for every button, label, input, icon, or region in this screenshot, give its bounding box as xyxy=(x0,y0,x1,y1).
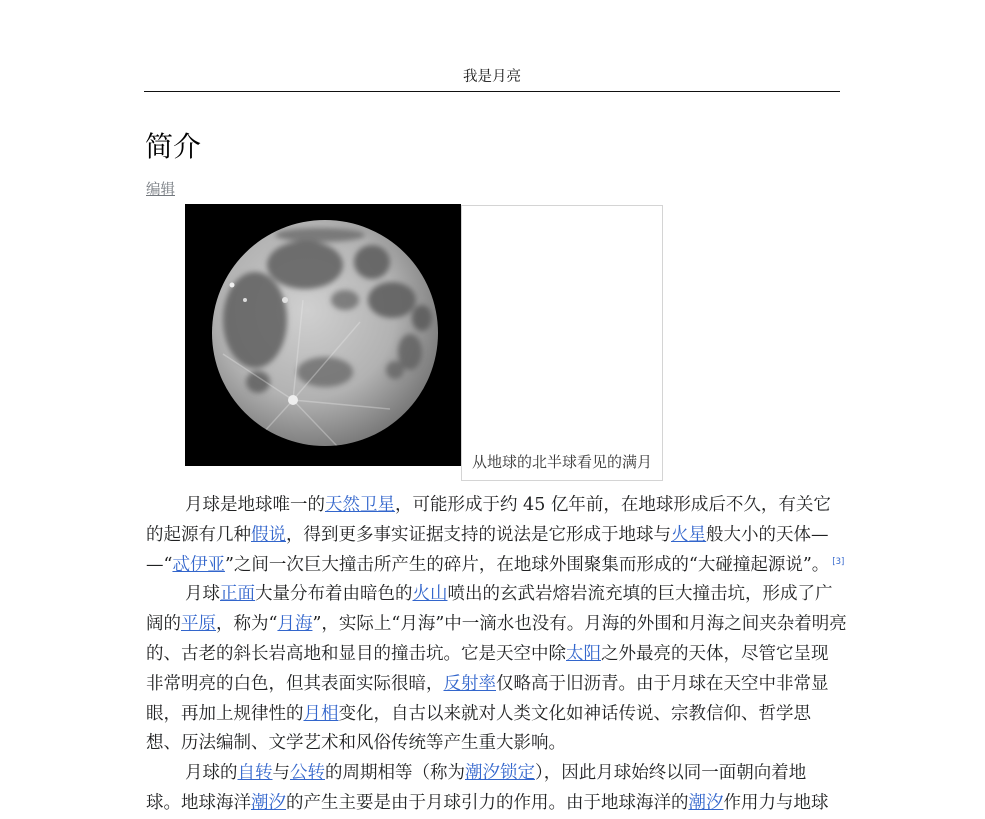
paragraph-text: —“ xyxy=(146,554,173,575)
link-lunar-mare[interactable]: 月海 xyxy=(277,614,313,635)
citation-3[interactable]: [3] xyxy=(832,556,845,567)
paragraph-text: 与 xyxy=(272,763,290,784)
paragraph-text: 阔的 xyxy=(146,614,181,635)
paragraph-text: ，得到更多事实证据支持的说法是它形成于地球与 xyxy=(286,524,671,545)
link-volcano[interactable]: 火山 xyxy=(412,584,448,605)
page-title: 我是月亮 xyxy=(463,69,521,85)
lunar-mare xyxy=(297,357,353,387)
lunar-mare xyxy=(386,361,404,379)
page-header xyxy=(144,66,840,92)
lunar-mare xyxy=(412,305,432,331)
paragraph-text: 仅略高于旧沥青。由于月球在天空中非常显 xyxy=(496,673,829,694)
paragraph-text: ），因此月球始终以同一面朝向着地 xyxy=(535,763,807,784)
paragraph-text: 的起源有几种 xyxy=(146,524,251,545)
crater xyxy=(243,298,247,302)
lunar-mare xyxy=(331,290,359,310)
lunar-mare xyxy=(267,241,343,289)
link-natural-satellite[interactable]: 天然卫星 xyxy=(325,495,395,515)
crater xyxy=(230,283,235,288)
paragraph-text: 之外最亮的天体，尽管它呈现 xyxy=(601,643,829,664)
paragraph-origin xyxy=(146,491,846,580)
link-hypothesis[interactable]: 假说 xyxy=(251,524,286,545)
link-revolution[interactable]: 公转 xyxy=(290,763,325,784)
paragraph-text: 大量分布着由暗色的 xyxy=(255,584,413,605)
link-rotation[interactable]: 自转 xyxy=(237,763,273,784)
paragraph-text: 般大小的天体— xyxy=(706,524,829,545)
paragraph-text: 非常明亮的白色，但其表面实际很暗， xyxy=(146,673,444,694)
article-body xyxy=(146,491,846,819)
lunar-mare xyxy=(354,245,390,279)
link-tide[interactable]: 潮汐 xyxy=(251,792,286,813)
paragraph-rotation xyxy=(146,759,846,819)
paragraph-text: 的产生主要是由于月球引力的作用。由于地球海洋的 xyxy=(286,792,689,813)
paragraph-text: 眼，再加上规律性的 xyxy=(146,703,304,724)
paragraph-text: ，称为“ xyxy=(216,614,278,635)
paragraph-text: 球。地球海洋 xyxy=(146,792,251,813)
paragraph-text: 的、古老的斜长岩高地和显目的撞击坑。它是天空中除 xyxy=(146,643,566,664)
paragraph-text: ”，实际上“月海”中一滴水也没有。月海的外围和月海之间夹杂着明亮 xyxy=(312,614,847,635)
image-caption: 从地球的北半球看见的满月 xyxy=(472,453,653,471)
link-tide-2[interactable]: 潮汐 xyxy=(688,792,724,813)
moon-image[interactable] xyxy=(185,204,461,466)
link-tidal-locking[interactable]: 潮汐锁定 xyxy=(465,763,535,784)
paragraph-text: 变化，自古以来就对人类文化如神话传说、宗教信仰、哲学思 xyxy=(338,703,811,724)
paragraph-text: 月球的 xyxy=(185,763,238,784)
edit-section-link[interactable]: 编辑 xyxy=(146,182,175,198)
paragraph-text: ，可能形成于约 45 亿年前，在地球形成后不久，有关它 xyxy=(395,495,831,515)
paragraph-text: 作用力与地球 xyxy=(723,792,829,813)
link-theia[interactable]: 忒伊亚 xyxy=(172,554,225,575)
lunar-mare xyxy=(368,282,416,318)
crater xyxy=(282,297,288,303)
link-lunar-phase[interactable]: 月相 xyxy=(303,703,339,724)
link-albedo[interactable]: 反射率 xyxy=(443,673,496,694)
section-heading: 简介 xyxy=(145,130,202,163)
paragraph-text: 月球 xyxy=(185,584,220,605)
link-mars[interactable]: 火星 xyxy=(671,524,706,545)
paragraph-appearance xyxy=(146,580,846,759)
tycho-crater xyxy=(288,395,298,405)
lunar-mare xyxy=(275,228,365,242)
paragraph-text: 喷出的玄武岩熔岩流充填的巨大撞击坑，形成了广 xyxy=(447,584,833,605)
paragraph-text: 的周期相等（称为 xyxy=(325,763,465,784)
link-near-side[interactable]: 正面 xyxy=(220,584,255,605)
paragraph-text: 想、历法编制、文学艺术和风俗传统等产生重大影响。 xyxy=(146,733,566,754)
paragraph-text: 月球是地球唯一的 xyxy=(185,495,325,515)
link-plain[interactable]: 平原 xyxy=(181,614,216,635)
image-caption-box xyxy=(461,205,663,481)
link-sun[interactable]: 太阳 xyxy=(566,643,601,664)
paragraph-text: ”之间一次巨大撞击所产生的碎片，在地球外围聚集而形成的“大碰撞起源说”。 xyxy=(224,554,830,575)
